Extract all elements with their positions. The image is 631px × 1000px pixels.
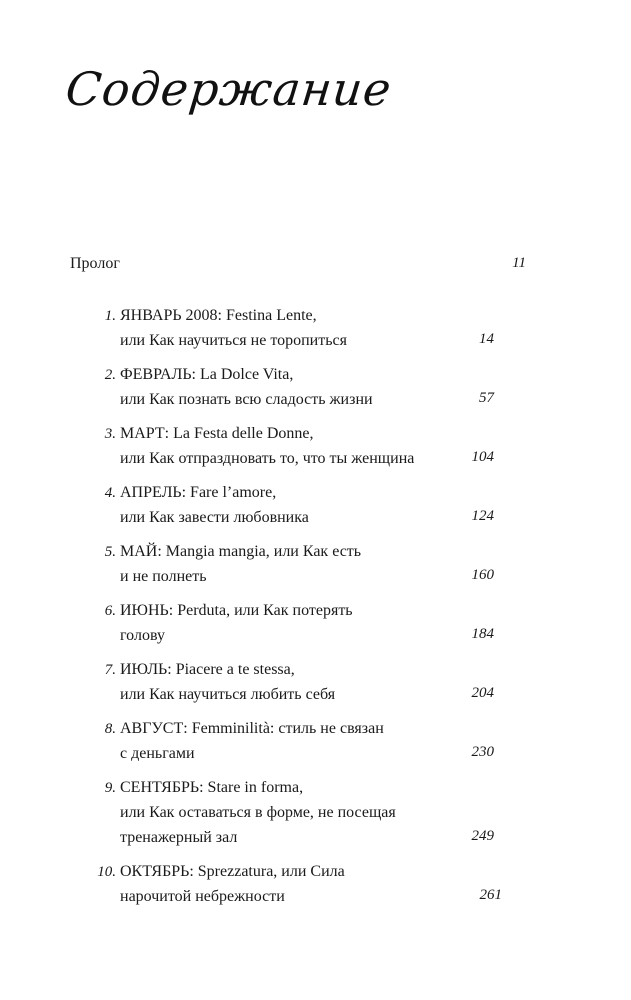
entry-title: АВГУСТ: Femminilità: стиль не связан	[120, 720, 384, 737]
prologue-page: 11	[512, 255, 526, 271]
entry-title: МАРТ: La Festa delle Donne,	[120, 425, 314, 442]
entry-title: СЕНТЯБРЬ: Stare in forma,	[120, 779, 304, 796]
entry-page: 57	[479, 390, 494, 406]
entry-subtitle: с деньгами	[120, 745, 195, 762]
entry-title: ЯНВАРЬ 2008: Festina Lente,	[120, 307, 317, 324]
entry-subtitle: или Как оставаться в форме, не посещая	[120, 804, 396, 821]
entry-number: 6.	[104, 603, 116, 619]
entry-subtitle-continued: тренажерный зал	[120, 829, 238, 846]
entry-number: 5.	[104, 544, 116, 560]
entry-subtitle: нарочитой небрежности	[120, 888, 285, 905]
entry-page: 184	[471, 626, 494, 642]
entry-page: 204	[471, 685, 494, 701]
prologue-label: Пролог	[70, 255, 120, 272]
entry-subtitle: или Как научиться любить себя	[120, 686, 336, 703]
entry-page: 124	[471, 508, 494, 524]
entry-subtitle: или Как научиться не торопиться	[120, 332, 347, 349]
entry-number: 1.	[104, 308, 116, 324]
entry-subtitle: и не полнеть	[120, 568, 207, 585]
entry-number: 8.	[104, 721, 116, 737]
entry-subtitle: или Как отпраздновать то, что ты женщина	[120, 450, 415, 467]
entry-subtitle: голову	[120, 627, 165, 644]
entry-title: ИЮНЬ: Perduta, или Как потерять	[120, 602, 353, 619]
entry-title: ИЮЛЬ: Piacere a te stessa,	[120, 661, 295, 678]
entry-number: 4.	[104, 485, 116, 501]
entry-subtitle: или Как завести любовника	[120, 509, 309, 526]
entry-page: 261	[479, 887, 502, 903]
entry-page: 160	[471, 567, 494, 583]
entry-title: ОКТЯБРЬ: Sprezzatura, или Сила	[120, 863, 345, 880]
entry-title: ФЕВРАЛЬ: La Dolce Vita,	[120, 366, 294, 383]
entry-page: 230	[471, 744, 494, 760]
entry-title: МАЙ: Mangia mangia, или Как есть	[120, 543, 362, 560]
entry-page: 14	[479, 331, 494, 347]
entry-page: 249	[471, 828, 494, 844]
entry-number: 7.	[104, 662, 116, 678]
entry-number: 2.	[104, 367, 116, 383]
entry-subtitle: или Как познать всю сладость жизни	[120, 391, 373, 408]
entry-title: АПРЕЛЬ: Fare l’amore,	[120, 484, 277, 501]
entry-number: 9.	[104, 780, 116, 796]
entry-number: 3.	[104, 426, 116, 442]
entry-number: 10.	[97, 864, 116, 880]
page-title: Содержание	[63, 62, 395, 116]
entry-page: 104	[471, 449, 494, 465]
